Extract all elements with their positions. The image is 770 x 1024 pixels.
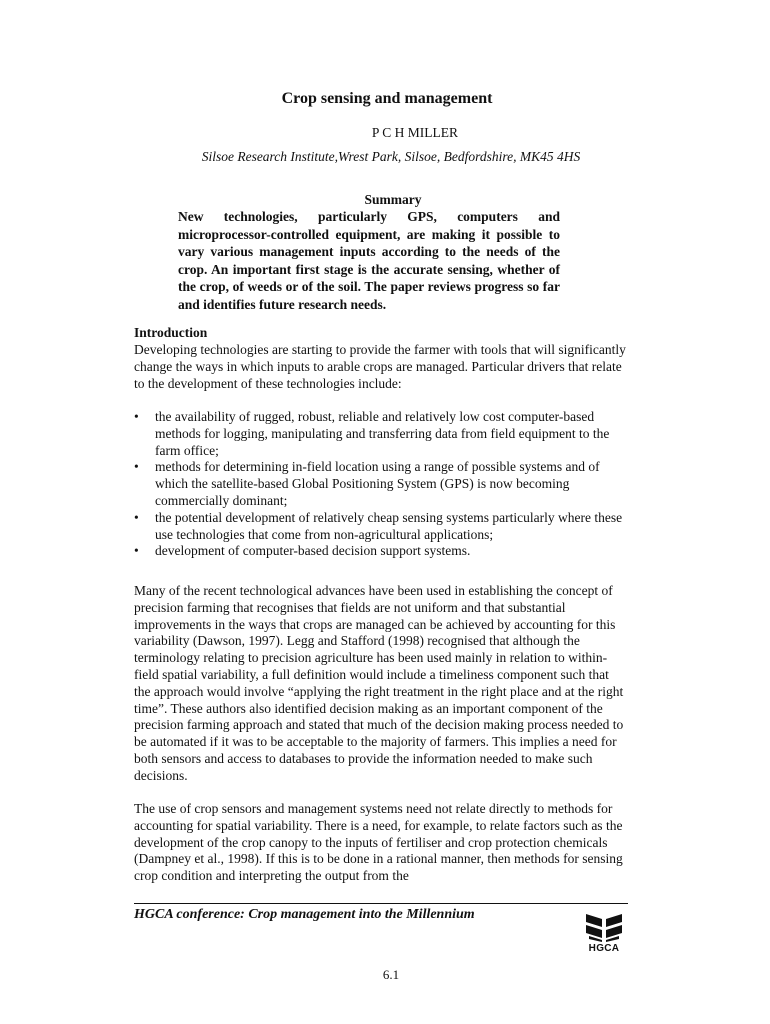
summary-heading: Summary <box>364 192 422 207</box>
page-number: 6.1 <box>382 967 400 982</box>
summary-text: New technologies, particularly GPS, computers and microprocessor-controlled equipment, are making it possible to vary various management inputs according to the needs of the crop. An important first stage is the accurate sensing, whether of the crop, of weeds or of the soil. The paper reviews progress so far and identifies future research needs. <box>178 209 560 312</box>
introduction-paragraph-3: The use of crop sensors and management systems need not relate directly to methods for accounting for spatial variability. There is a need, for example, to relate factors such as the development of the crop canopy to the inputs of fertiliser and crop protection chemicals (Dampney et al., 1998). If this is to be done in a rational manner, then methods for sensing crop condition and interpreting the output from the <box>134 801 623 884</box>
bullet-text: methods for determining in-field location using a range of possible systems and of which the satellite-based Global Positioning System (GPS) is now becoming commercially dominant; <box>155 459 600 508</box>
introduction-paragraph-1: Developing technologies are starting to provide the farmer with tools that will significantly change the ways in which inputs to arable crops are managed. Particular drivers that relate to the development of these technologies include: <box>134 342 626 391</box>
hgca-logo-text: HGCA <box>588 943 620 954</box>
bullet-item <box>134 459 628 509</box>
introduction-heading: Introduction <box>134 325 208 340</box>
bullet-item <box>134 409 628 459</box>
bullet-text: the potential development of relatively cheap sensing systems particularly where these use technologies that come from non-agricultural applications; <box>155 509 623 542</box>
bullet-icon: • <box>134 509 139 525</box>
paper-title: Crop sensing and management <box>281 90 493 107</box>
author-name: P C H MILLER <box>371 125 459 140</box>
footer-divider <box>134 903 628 904</box>
bullet-text: development of computer-based decision support systems. <box>155 543 471 559</box>
bullet-icon: • <box>134 409 139 424</box>
bullet-item <box>134 543 628 560</box>
author-affiliation: Silsoe Research Institute,Wrest Park, Silsoe, Bedfordshire, MK45 4HS <box>201 149 581 164</box>
drivers-bullet-list <box>134 409 628 560</box>
bullet-item <box>134 510 628 544</box>
introduction-paragraph-2: Many of the recent technological advances have been used in establishing the concept of precision farming that recognises that fields are not uniform and that substantial improvements in the ways that crops are managed can be achieved by accounting for this variability (Dawson, 1997). Legg and Stafford (1998) recognised that although the terminology relating to precision agriculture has been used mainly in relation to within-field spatial variability, a full definition would include a timeliness component such that the approach would involve “applying the right treatment in the right place and at the right time”. These authors also identified decision making as an important component of the precision farming approach and stated that much of the decision making process needed to be automated if it was to be acceptable to the majority of farmers. This implies a need for both sensors and access to databases to provide the information needed to make such decisions. <box>134 583 624 783</box>
bullet-icon: • <box>134 459 139 475</box>
conference-footer: HGCA conference: Crop management into the Millennium <box>134 907 475 922</box>
bullet-text: the availability of rugged, robust, reliable and relatively low cost computer-based methods for logging, manipulating and transferring data from field equipment to the farm office; <box>155 409 610 458</box>
bullet-icon: • <box>134 543 139 559</box>
